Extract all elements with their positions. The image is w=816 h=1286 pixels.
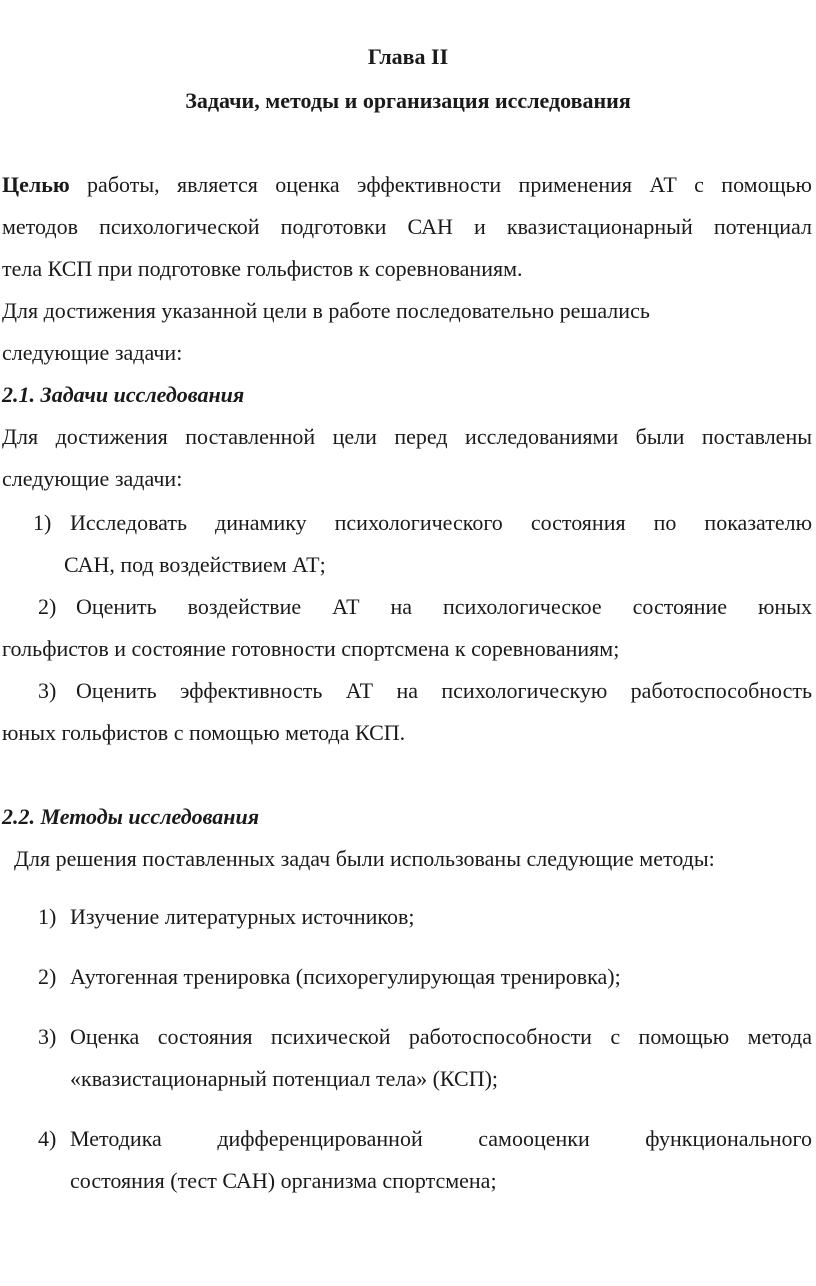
task-3-line-2: юных гольфистов с помощью метода КСП.	[2, 720, 406, 745]
method-4-line-1: Методика дифференцированной самооценки функционального	[70, 1126, 812, 1151]
tasks-intro-line-1: Для достижения поставленной цели перед исследованиями были поставлены	[2, 424, 812, 449]
task-1-line-1: Исследовать динамику психологического состояния по показателю	[70, 510, 812, 535]
method-1-number: 1)	[38, 904, 57, 929]
goal-lead: Целью	[2, 172, 70, 197]
section-methods-heading: 2.2. Методы исследования	[2, 804, 260, 829]
method-2-number: 2)	[38, 964, 57, 989]
method-1-line-1: Изучение литературных источников;	[70, 904, 415, 929]
goal-line-1	[2, 172, 812, 198]
goal-line-2: методов психологической подготовки САН и квазистационарный потенциал	[2, 214, 812, 239]
chapter-label: Глава II	[367, 44, 449, 69]
method-2-line-1: Аутогенная тренировка (психорегулирующая тренировка);	[70, 964, 621, 989]
chapter-title: Задачи, методы и организация исследования	[185, 88, 631, 113]
task-3-line-1: Оценить эффективность АТ на психологическую работоспособность	[76, 678, 812, 703]
tasks-intro-line-2: следующие задачи:	[2, 466, 183, 491]
section-tasks-heading: 2.1. Задачи исследования	[2, 382, 245, 407]
task-2-number: 2)	[38, 594, 57, 619]
task-1-line-2: САН, под воздействием АТ;	[64, 552, 326, 577]
task-3-number: 3)	[38, 678, 57, 703]
goal-line-5: следующие задачи:	[2, 340, 183, 365]
method-4-line-2: состояния (тест САН) организма спортсмена;	[70, 1168, 497, 1193]
task-2-line-1: Оценить воздействие АТ на психологическое состояние юных	[76, 594, 812, 619]
goal-line-4: Для достижения указанной цели в работе последовательно решались	[2, 298, 650, 323]
methods-intro: Для решения поставленных задач были использованы следующие методы:	[14, 846, 715, 871]
method-3-line-2: «квазистационарный потенциал тела» (КСП);	[70, 1066, 499, 1091]
goal-line-3: тела КСП при подготовке гольфистов к соревнованиям.	[2, 256, 523, 281]
method-3-line-1: Оценка состояния психической работоспособности с помощью метода	[70, 1024, 812, 1049]
method-4-number: 4)	[38, 1126, 57, 1151]
task-1-number: 1)	[33, 510, 52, 535]
goal-line-1-text: работы, является оценка эффективности применения АТ с помощью	[69, 172, 812, 197]
method-3-number: 3)	[38, 1024, 57, 1049]
task-2-line-2: гольфистов и состояние готовности спортсмена к соревнованиям;	[2, 636, 620, 661]
